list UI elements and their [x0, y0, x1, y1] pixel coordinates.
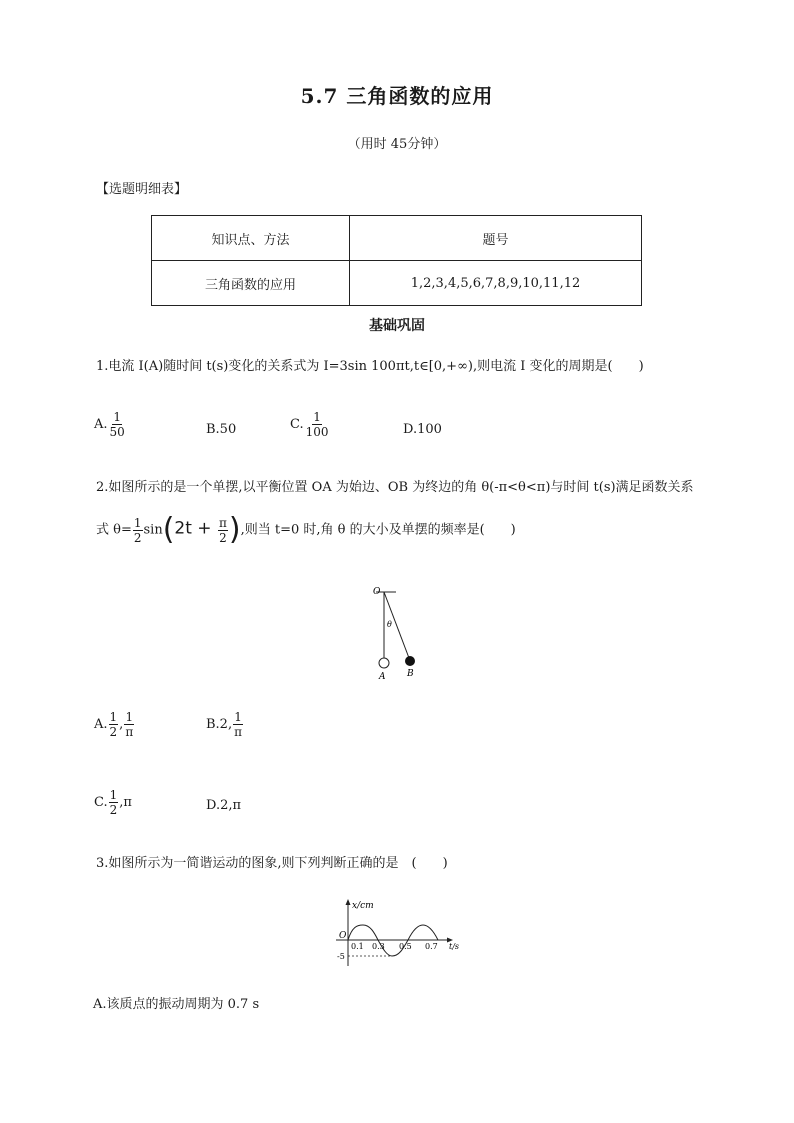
table-cell: 1,2,3,4,5,6,7,8,9,10,11,12 — [350, 261, 642, 306]
label-a: A — [379, 672, 386, 682]
question-3-stem: 3.如图所示为一简谐运动的图象,则下列判断正确的是 ( ) — [96, 856, 448, 871]
time-note: （用时 45分钟） — [347, 137, 447, 152]
y-axis-arrow — [346, 899, 351, 905]
q2-option-a[interactable]: A. $\frac{1}{2}$ , $\frac{1}{\pi}$ — [94, 710, 134, 739]
table-header-row — [152, 216, 642, 261]
q2-option-c[interactable]: C. $\frac{1}{2}$ ,π — [94, 788, 132, 817]
option-prefix: C. — [290, 417, 304, 432]
tick-label: 0.5 — [399, 942, 412, 951]
q1-option-b[interactable]: B.50 — [206, 422, 237, 437]
question-2-stem-line1: 2.如图所示的是一个单摆,以平衡位置 OA 为始边、OB 为终边的角 θ(-π<θ<π)与时间 t(s)满足函数关系 — [96, 480, 694, 495]
section-heading: 基础巩固 — [369, 318, 425, 334]
bob-b — [405, 656, 415, 666]
tick-label: 0.7 — [425, 942, 438, 951]
paren-left: ( — [162, 512, 175, 547]
q2-option-d[interactable]: D.2,π — [206, 798, 242, 813]
q1-option-a[interactable] — [94, 410, 127, 439]
table-header: 题号 — [350, 216, 642, 261]
option-prefix: A. — [94, 417, 108, 432]
label-b: B — [407, 669, 414, 679]
label-o: O — [373, 587, 381, 597]
fraction: $\frac{1}{2}$ — [133, 515, 142, 545]
t-axis-label: t/s — [449, 942, 460, 951]
q2-option-b[interactable]: B.2, $\frac{1}{\pi}$ — [206, 710, 242, 739]
detail-table-label: 【选题明细表】 — [96, 182, 188, 197]
fraction: $\frac{1}{\pi}$ — [234, 710, 242, 739]
fraction: $\frac{1}{\pi}$ — [125, 710, 134, 739]
table-cell: 三角函数的应用 — [152, 261, 350, 306]
tick-label: 0.3 — [372, 942, 385, 951]
q1-option-c[interactable] — [290, 410, 331, 439]
paren-right: ) — [228, 512, 241, 547]
fraction: $\frac{\pi}{2}$ — [218, 515, 227, 545]
origin-label: O — [339, 931, 347, 941]
label-theta: θ — [387, 620, 392, 629]
question-1-stem: 1.电流 I(A)随时间 t(s)变化的关系式为 I=3sin 100πt,t∈[0,+∞),则电流 I 变化的周期是( ) — [96, 359, 644, 374]
fraction: $\frac{1}{2}$ — [109, 710, 118, 739]
min-label: -5 — [337, 952, 345, 961]
bob-a — [379, 658, 389, 668]
fraction: $\frac{1}{2}$ — [109, 788, 118, 817]
page-title: 5.7 三角函数的应用 — [300, 84, 494, 108]
fraction: $\frac{1}{100}$ — [305, 410, 329, 439]
table-header: 知识点、方法 — [152, 216, 350, 261]
q1-option-d[interactable]: D.100 — [403, 422, 442, 437]
pendulum-figure — [366, 582, 426, 682]
q3-option-a[interactable]: A.该质点的振动周期为 0.7 s — [93, 997, 260, 1012]
fraction: $\frac{1}{50}$ — [109, 410, 125, 439]
question-2-stem-line2: 式 θ= $\frac{1}{2}$ sin(2t + $\frac{\pi}{2}$ ),则当 t=0 时,角 θ 的大小及单摆的频率是( ) — [96, 512, 516, 547]
table-row — [152, 261, 642, 306]
tick-label: 0.1 — [351, 942, 364, 951]
oscillation-graph — [330, 896, 465, 968]
y-axis-label: x/cm — [352, 901, 374, 911]
detail-table — [151, 215, 642, 306]
